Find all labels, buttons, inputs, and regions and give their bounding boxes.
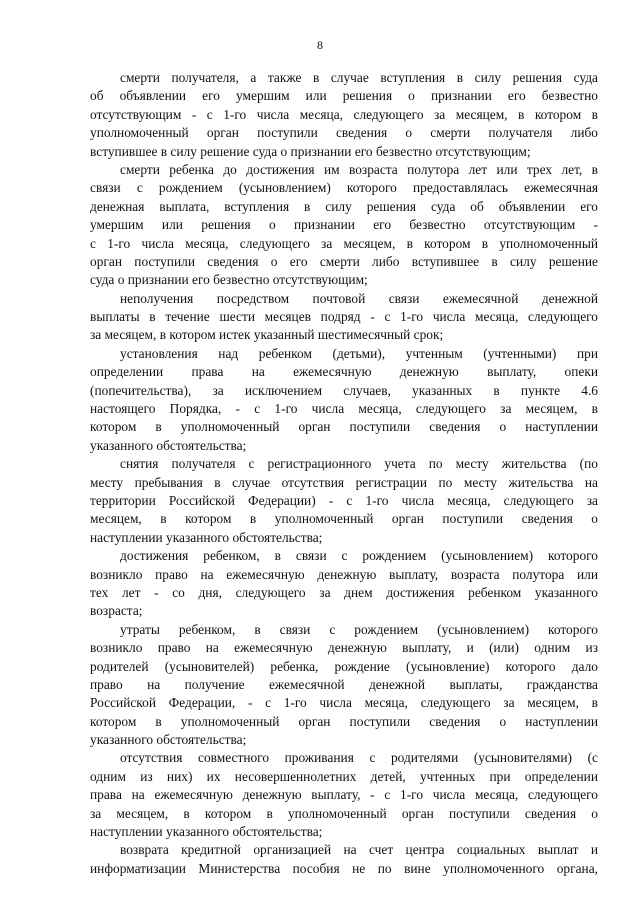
text-line: котором в уполномоченный орган поступили сведения о наступлении (90, 713, 598, 729)
text-line: вступившее в силу решение суда о признании его безвестно отсутствующим; (90, 143, 531, 159)
text-line: с 1-го числа месяца, следующего за месяцем, в котором в уполномоченный (90, 235, 598, 251)
text-line: определении права на ежемесячную денежную выплату, опеки (90, 364, 598, 380)
text-line: отсутствующим - с 1-го числа месяца, следующего за месяцем, в котором в (90, 106, 598, 122)
text-line: права на ежемесячную денежную выплату, - с 1-го числа месяца, следующего (90, 787, 598, 803)
text-line: утраты ребенком, в связи с рождением (усыновлением) которого (120, 621, 598, 637)
text-line: тех лет - со дня, следующего за днем достижения ребенком указанного (90, 584, 598, 600)
text-line: (попечительства), за исключением случаев, указанных в пункте 4.6 (90, 382, 598, 398)
text-line: орган поступили сведения о его смерти либо вступившее в силу решение (90, 253, 598, 269)
text-line: снятия получателя с регистрационного учета по месту жительства (по (120, 456, 598, 472)
text-line: за месяцем, в котором в уполномоченный орган поступили сведения о (90, 805, 598, 821)
text-line: одним из них) их несовершеннолетних детей, учтенных при определении (90, 768, 598, 784)
text-line: родителей (усыновителей) ребенка, рождение (усыновление) которого дало (90, 658, 598, 674)
text-line: территории Российской Федерации) - с 1-го числа месяца, следующего за (90, 492, 598, 508)
text-line: наступлении указанного обстоятельства; (90, 529, 323, 545)
text-line: установления над ребенком (детьми), учтенным (учтенными) при (120, 345, 598, 361)
text-line: месту пребывания в случае отсутствия регистрации по месту жительства на (90, 474, 598, 490)
text-line: котором в уполномоченный орган поступили сведения о наступлении (90, 419, 598, 435)
text-line: возникло право на ежемесячную денежную выплату, возраста полутора или (90, 566, 598, 582)
text-line: указанного обстоятельства; (90, 732, 247, 748)
text-line: смерти получателя, а также в случае вступления в силу решения суда (120, 70, 598, 85)
text-line: уполномоченный орган поступили сведения о смерти получателя либо (90, 125, 598, 141)
text-line: наступлении указанного обстоятельства; (90, 824, 323, 840)
text-line: умершим или решения о признании его безвестно отсутствующим - (90, 217, 598, 233)
text-line: связи с рождением (усыновлением) которого предоставлялась ежемесячная (90, 180, 598, 196)
text-line: достижения ребенком, в связи с рождением (усыновлением) которого (120, 548, 598, 564)
text-line: отсутствия совместного проживания с родителями (усыновителями) (с (120, 750, 598, 766)
text-line: право на получение ежемесячной денежной выплаты, гражданства (90, 676, 598, 692)
text-line: Российской Федерации, - с 1-го числа месяца, следующего за месяцем, в (90, 695, 598, 711)
text-line: информатизации Министерства пособия не по вине уполномоченного органа, (90, 860, 598, 876)
page-number: 8 (317, 38, 323, 52)
text-line: указанного обстоятельства; (90, 437, 247, 453)
text-line: денежная выплата, вступления в силу решения суда об объявлении его (90, 198, 598, 214)
text-line: неполучения посредством почтовой связи ежемесячной денежной (120, 290, 598, 306)
document-body (90, 69, 598, 878)
text-line: смерти ребенка до достижения им возраста полутора лет или трех лет, в (120, 161, 598, 177)
text-line: месяцем, в котором в уполномоченный орган поступили сведения о (90, 511, 598, 527)
text-line: возраста; (90, 603, 143, 619)
text-line: об объявлении его умершим или решения о признании его безвестно (90, 88, 598, 104)
text-line: суда о признании его безвестно отсутствующим; (90, 272, 368, 288)
text-line: возникло право на ежемесячную денежную выплату, и (или) одним из (90, 640, 598, 656)
text-line: за месяцем, в котором истек указанный шестимесячный срок; (90, 327, 444, 343)
text-line: выплаты в течение шести месяцев подряд - с 1-го числа месяца, следующего (90, 309, 598, 325)
text-line: возврата кредитной организацией на счет центра социальных выплат и (120, 842, 598, 858)
text-line: настоящего Порядка, - с 1-го числа месяца, следующего за месяцем, в (90, 401, 598, 417)
